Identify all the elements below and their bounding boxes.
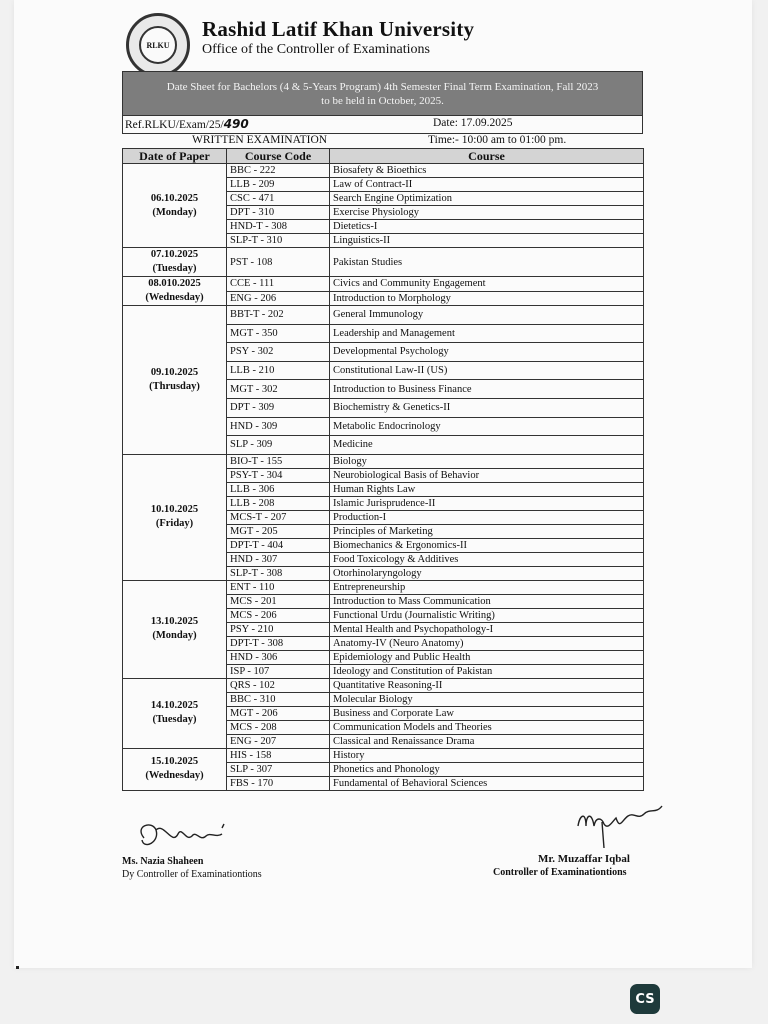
exam-day: (Tuesday): [152, 714, 197, 726]
course-code-cell: LLB - 306: [227, 482, 330, 496]
course-name-cell: General Immunology: [330, 306, 644, 325]
header-date-of-paper: Date of Paper: [123, 149, 227, 164]
course-name-cell: History: [330, 748, 644, 762]
course-code-cell: HND - 307: [227, 552, 330, 566]
exam-date: 09.10.2025: [150, 366, 199, 378]
course-code-cell: LLB - 210: [227, 361, 330, 380]
table-row: [123, 164, 644, 178]
course-code-cell: PSY - 302: [227, 343, 330, 362]
exam-date: 06.10.2025: [150, 192, 199, 204]
course-name-cell: Introduction to Mass Communication: [330, 594, 644, 608]
course-code-cell: DPT-T - 308: [227, 636, 330, 650]
course-code-cell: BBC - 310: [227, 692, 330, 706]
exam-date: 07.10.2025: [150, 249, 199, 260]
date-cell: [123, 248, 227, 277]
course-name-cell: Biochemistry & Genetics-II: [330, 398, 644, 417]
exam-day: (Friday): [155, 518, 194, 530]
exam-type: WRITTEN EXAMINATION: [192, 134, 328, 146]
reference-row: [122, 116, 643, 134]
header-course: Course: [330, 149, 644, 164]
course-name-cell: Law of Contract-II: [330, 178, 644, 192]
course-code-cell: SLP-T - 308: [227, 566, 330, 580]
course-name-cell: Phonetics and Phonology: [330, 762, 644, 776]
right-signatory-role: Controller of Examinationtions: [493, 867, 627, 878]
course-name-cell: Linguistics-II: [330, 234, 644, 248]
course-code-cell: MCS - 206: [227, 608, 330, 622]
office-name: Office of the Controller of Examinations: [202, 42, 430, 57]
course-code-cell: DPT-T - 404: [227, 538, 330, 552]
course-code-cell: HND-T - 308: [227, 220, 330, 234]
course-name-cell: Otorhinolaryngology: [330, 566, 644, 580]
course-name-cell: Classical and Renaissance Drama: [330, 734, 644, 748]
table-row: [123, 277, 644, 292]
course-code-cell: MCS - 201: [227, 594, 330, 608]
left-signatory-name: Ms. Nazia Shaheen: [122, 856, 204, 867]
right-signatory-name: Mr. Muzaffar Iqbal: [538, 853, 630, 865]
course-name-cell: Biology: [330, 454, 644, 468]
course-name-cell: Developmental Psychology: [330, 343, 644, 362]
exam-date: 13.10.2025: [150, 616, 199, 628]
course-code-cell: HIS - 158: [227, 748, 330, 762]
issue-date: Date: 17.09.2025: [433, 117, 513, 129]
reference-number: [125, 117, 249, 131]
seal-text: RLKU: [146, 40, 170, 50]
course-code-cell: MCS-T - 207: [227, 510, 330, 524]
course-code-cell: HND - 309: [227, 417, 330, 436]
university-seal: [126, 13, 190, 77]
course-name-cell: Communication Models and Theories: [330, 720, 644, 734]
course-name-cell: Food Toxicology & Additives: [330, 552, 644, 566]
course-name-cell: Leadership and Management: [330, 324, 644, 343]
table-row: [123, 678, 644, 692]
table-header-row: [123, 149, 644, 164]
right-signature-scribble: [572, 800, 668, 852]
course-code-cell: ENG - 206: [227, 291, 330, 306]
course-code-cell: ISP - 107: [227, 664, 330, 678]
exam-day: (Monday): [152, 206, 197, 218]
course-code-cell: SLP - 309: [227, 436, 330, 455]
date-cell: [123, 454, 227, 580]
course-code-cell: DPT - 309: [227, 398, 330, 417]
reference-label: Ref.RLKU/Exam/25/: [125, 119, 224, 131]
course-name-cell: Quantitative Reasoning-II: [330, 678, 644, 692]
left-signatory-role: Dy Controller of Examinationtions: [122, 869, 262, 880]
date-cell: [123, 277, 227, 306]
course-name-cell: Fundamental of Behavioral Sciences: [330, 776, 644, 790]
camscanner-badge[interactable]: CS: [630, 984, 660, 1014]
date-sheet-table: [122, 148, 644, 791]
course-code-cell: BBC - 222: [227, 164, 330, 178]
exam-date: 14.10.2025: [150, 700, 199, 712]
course-name-cell: Introduction to Morphology: [330, 291, 644, 306]
course-code-cell: ENT - 110: [227, 580, 330, 594]
course-code-cell: LLB - 208: [227, 496, 330, 510]
course-name-cell: Constitutional Law-II (US): [330, 361, 644, 380]
reference-handwritten-number: 490: [223, 117, 249, 131]
course-name-cell: Molecular Biology: [330, 692, 644, 706]
exam-day: (Wednesday): [145, 292, 204, 303]
date-cell: [123, 580, 227, 678]
course-code-cell: PSY-T - 304: [227, 468, 330, 482]
course-code-cell: MCS - 208: [227, 720, 330, 734]
exam-date: 15.10.2025: [150, 756, 199, 768]
course-code-cell: SLP-T - 310: [227, 234, 330, 248]
course-code-cell: DPT - 310: [227, 206, 330, 220]
seal-center: [139, 26, 177, 64]
course-name-cell: Metabolic Endocrinology: [330, 417, 644, 436]
table-row: [123, 306, 644, 325]
course-name-cell: Functional Urdu (Journalistic Writing): [330, 608, 644, 622]
course-name-cell: Entrepreneurship: [330, 580, 644, 594]
date-cell: [123, 306, 227, 455]
table-body: [123, 164, 644, 791]
course-code-cell: ENG - 207: [227, 734, 330, 748]
course-name-cell: Search Engine Optimization: [330, 192, 644, 206]
date-sheet-title: [122, 71, 643, 116]
course-code-cell: FBS - 170: [227, 776, 330, 790]
title-line-2: to be held in October, 2025.: [321, 95, 444, 107]
course-name-cell: Business and Corporate Law: [330, 706, 644, 720]
university-name: Rashid Latif Khan University: [202, 17, 475, 41]
course-name-cell: Anatomy-IV (Neuro Anatomy): [330, 636, 644, 650]
exam-day: (Tuesday): [152, 263, 197, 274]
course-code-cell: MGT - 205: [227, 524, 330, 538]
course-code-cell: MGT - 350: [227, 324, 330, 343]
course-name-cell: Mental Health and Psychopathology-I: [330, 622, 644, 636]
header-course-code: Course Code: [227, 149, 330, 164]
scan-artifact-dot: [16, 966, 19, 969]
title-line-1: Date Sheet for Bachelors (4 & 5-Years Program) 4th Semester Final Term Examination, Fall 2023: [166, 81, 599, 93]
course-code-cell: CSC - 471: [227, 192, 330, 206]
exam-day: (Wednesday): [145, 770, 204, 782]
course-name-cell: Islamic Jurisprudence-II: [330, 496, 644, 510]
course-code-cell: QRS - 102: [227, 678, 330, 692]
date-cell: [123, 748, 227, 790]
course-name-cell: Introduction to Business Finance: [330, 380, 644, 399]
course-code-cell: BBT-T - 202: [227, 306, 330, 325]
date-cell: [123, 678, 227, 748]
left-signature-scribble: [130, 816, 240, 856]
course-code-cell: MGT - 302: [227, 380, 330, 399]
course-name-cell: Neurobiological Basis of Behavior: [330, 468, 644, 482]
course-name-cell: Production-I: [330, 510, 644, 524]
course-name-cell: Exercise Physiology: [330, 206, 644, 220]
course-code-cell: PST - 108: [227, 248, 330, 277]
course-name-cell: Principles of Marketing: [330, 524, 644, 538]
course-name-cell: Pakistan Studies: [330, 248, 644, 277]
exam-day: (Monday): [152, 630, 197, 642]
course-code-cell: PSY - 210: [227, 622, 330, 636]
course-name-cell: Dietetics-I: [330, 220, 644, 234]
course-name-cell: Epidemiology and Public Health: [330, 650, 644, 664]
exam-time: Time:- 10:00 am to 01:00 pm.: [428, 134, 567, 146]
table-row: [123, 248, 644, 277]
course-name-cell: Biosafety & Bioethics: [330, 164, 644, 178]
course-name-cell: Human Rights Law: [330, 482, 644, 496]
table-row: [123, 454, 644, 468]
course-code-cell: HND - 306: [227, 650, 330, 664]
course-name-cell: Biomechanics & Ergonomics-II: [330, 538, 644, 552]
exam-info-row: [122, 134, 643, 148]
table-row: [123, 748, 644, 762]
course-code-cell: CCE - 111: [227, 277, 330, 292]
course-code-cell: SLP - 307: [227, 762, 330, 776]
table-row: [123, 580, 644, 594]
course-name-cell: Civics and Community Engagement: [330, 277, 644, 292]
course-code-cell: MGT - 206: [227, 706, 330, 720]
date-cell: [123, 164, 227, 248]
course-name-cell: Ideology and Constitution of Pakistan: [330, 664, 644, 678]
exam-day: (Thrusday): [149, 380, 200, 392]
course-name-cell: Medicine: [330, 436, 644, 455]
course-code-cell: LLB - 209: [227, 178, 330, 192]
exam-date: 08.010.2025: [148, 278, 201, 289]
course-code-cell: BIO-T - 155: [227, 454, 330, 468]
exam-date: 10.10.2025: [150, 504, 199, 516]
